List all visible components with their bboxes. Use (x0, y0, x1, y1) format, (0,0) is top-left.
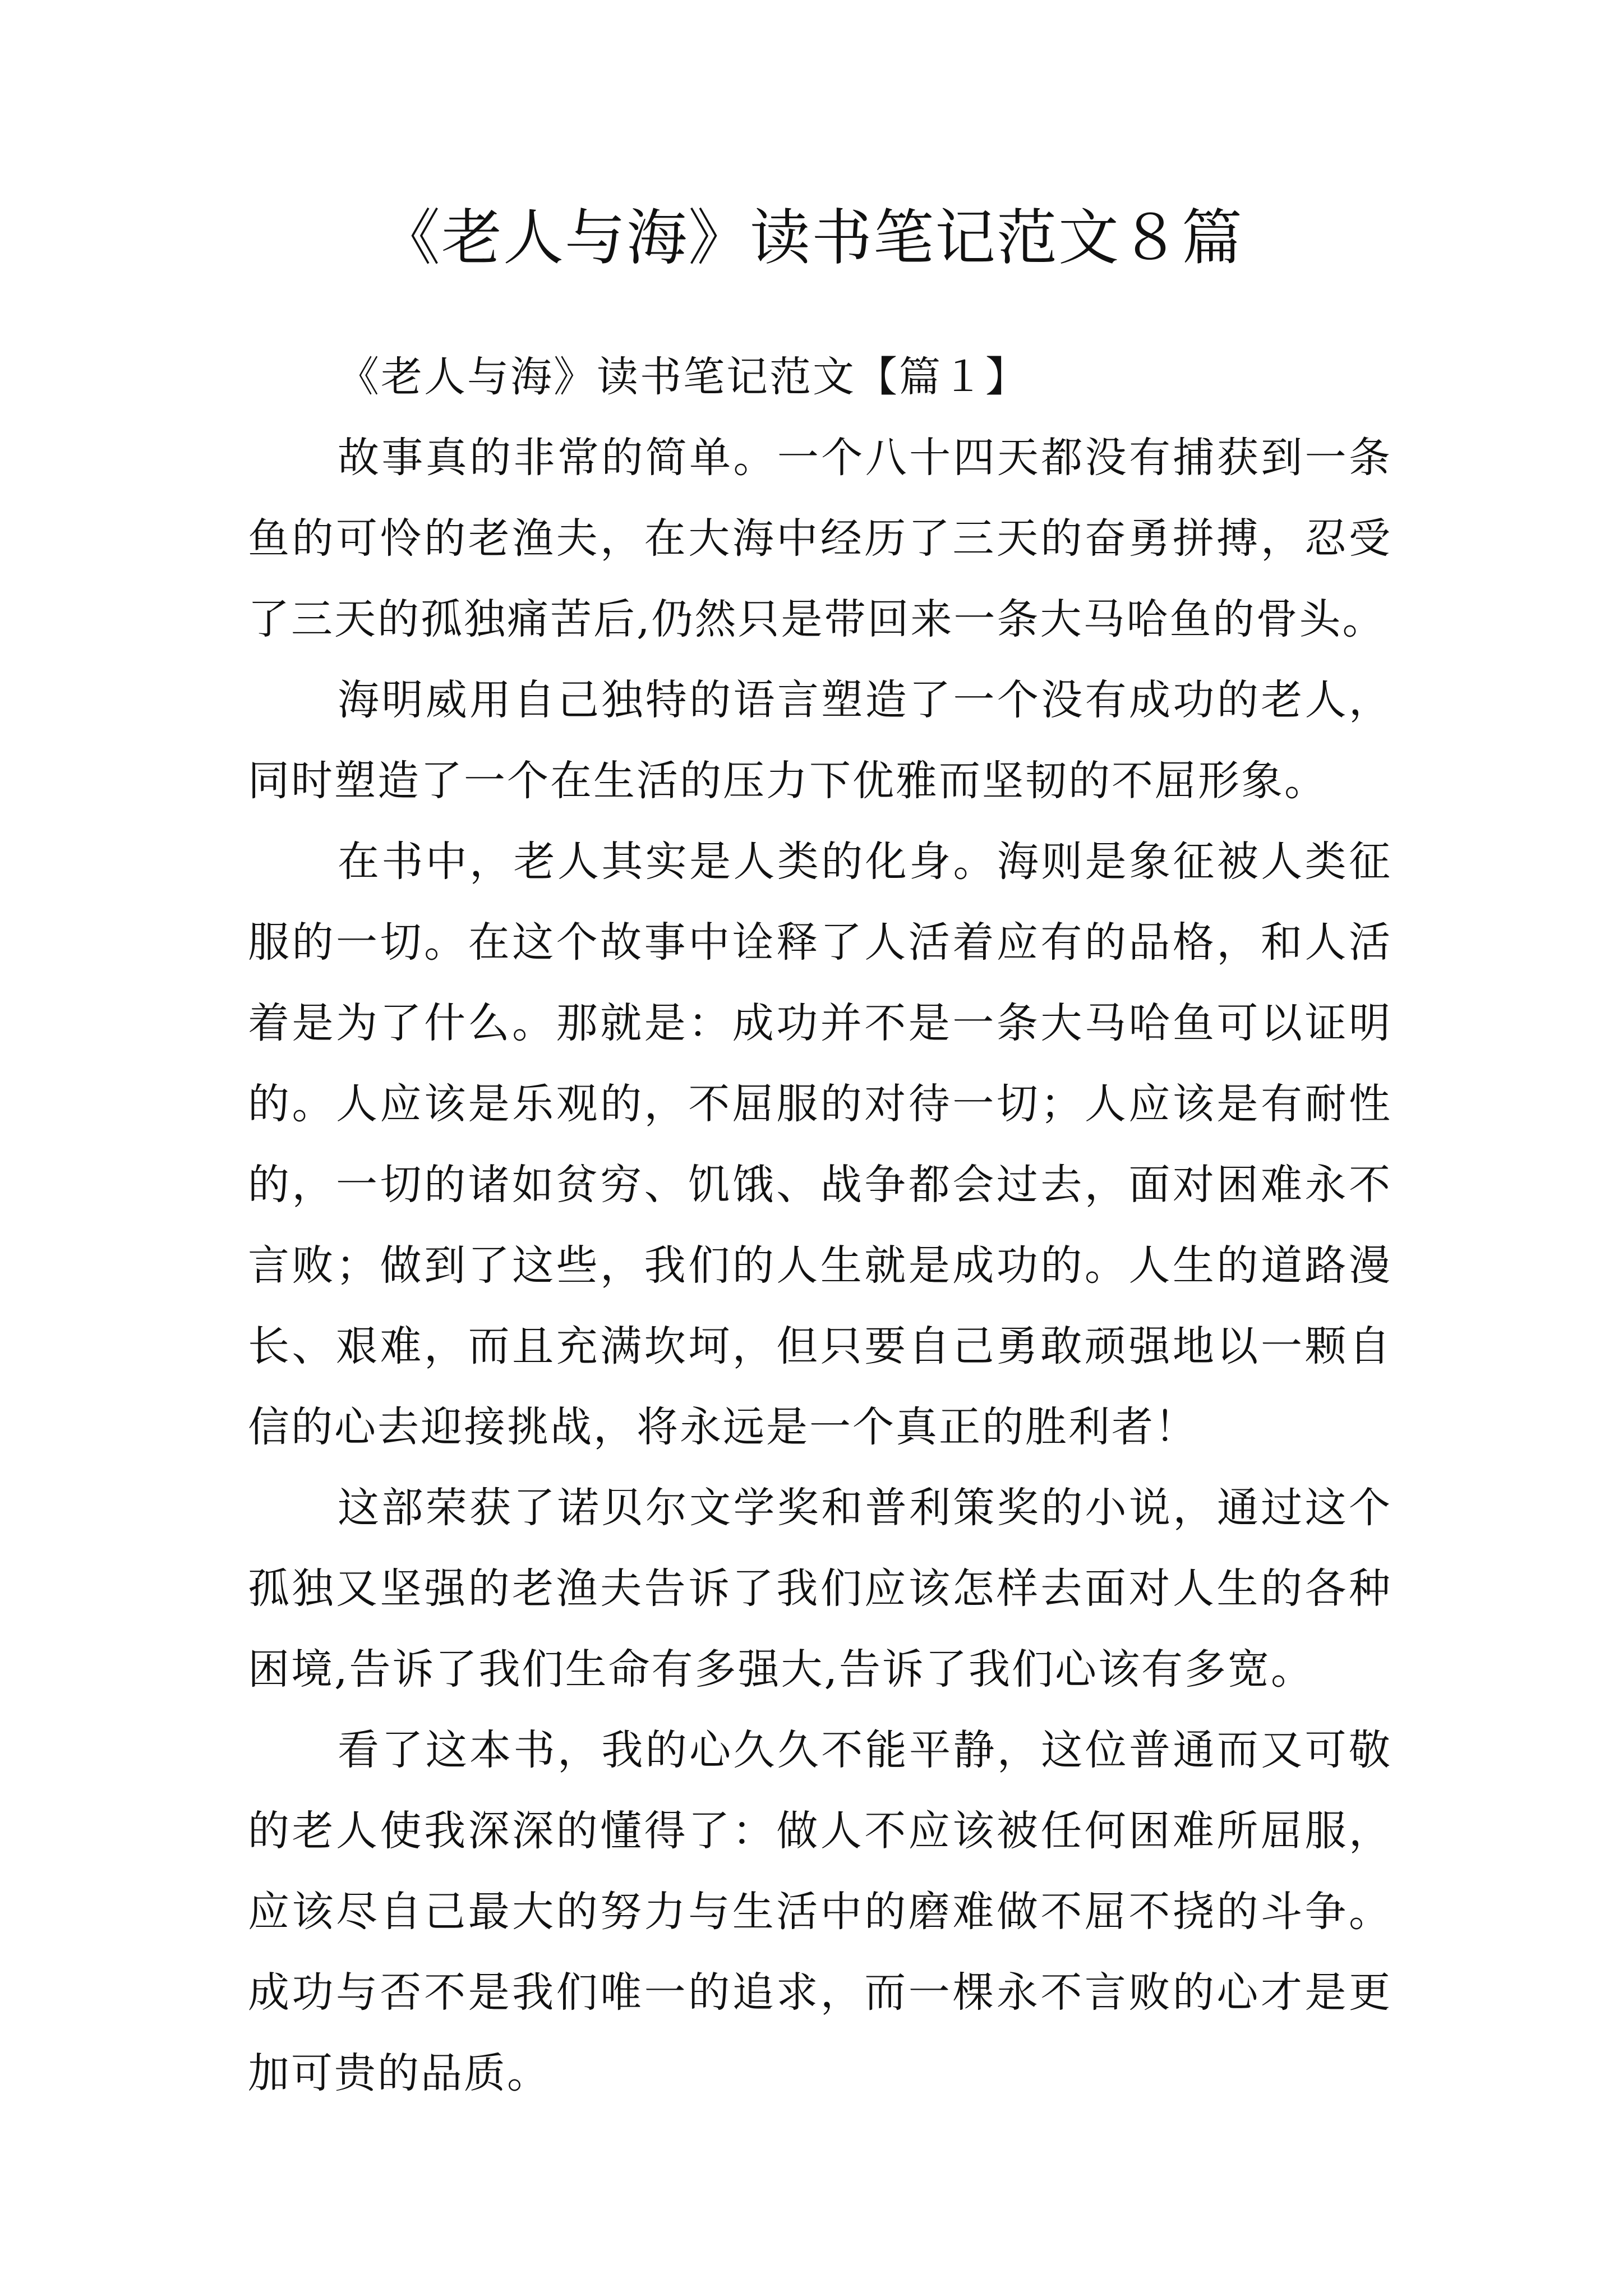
paragraph-5: 看了这本书，我的心久久不能平静，这位普通而又可敬的老人使我深深的懂得了：做人不应该被任何困难所屈服，应该尽自己最大的努力与生活中的磨难做不屈不挠的斗争。成功与否不是我们唯一的追求，而一棵永不言败的心才是更加可贵的品质。 (248, 1726, 1392, 2097)
paragraph-3: 在书中，老人其实是人类的化身。海则是象征被人类征服的一切。在这个故事中诠释了人活着应有的品格，和人活着是为了什么。那就是：成功并不是一条大马哈鱼可以证明的。人应该是乐观的，不屈服的对待一切；人应该是有耐性的，一切的诸如贫穷、饥饿、战争都会过去，面对困难永不言败；做到了这些，我们的人生就是成功的。人生的道路漫长、艰难，而且充满坎坷，但只要自己勇敢顽强地以一颗自信的心去迎接挑战，将永远是一个真正的胜利者！ (248, 838, 1392, 1451)
paragraph-4: 这部荣获了诺贝尔文学奖和普利策奖的小说，通过这个孤独又坚强的老渔夫告诉了我们应该怎样去面对人生的各种困境,告诉了我们生命有多强大,告诉了我们心该有多宽。 (248, 1484, 1392, 1694)
document-body (248, 337, 1392, 2114)
section-heading: 《老人与海》读书笔记范文【篇１】 (338, 353, 1029, 401)
document-title: 《老人与海》读书笔记范文８篇 (379, 203, 1243, 273)
paragraph-1: 故事真的非常的简单。一个八十四天都没有捕获到一条鱼的可怜的老渔夫，在大海中经历了三天的奋勇拼搏，忍受了三天的孤独痛苦后,仍然只是带回来一条大马哈鱼的骨头。 (248, 434, 1392, 643)
paragraph-2: 海明威用自己独特的语言塑造了一个没有成功的老人，同时塑造了一个在生活的压力下优雅而坚韧的不屈形象。 (248, 676, 1392, 805)
